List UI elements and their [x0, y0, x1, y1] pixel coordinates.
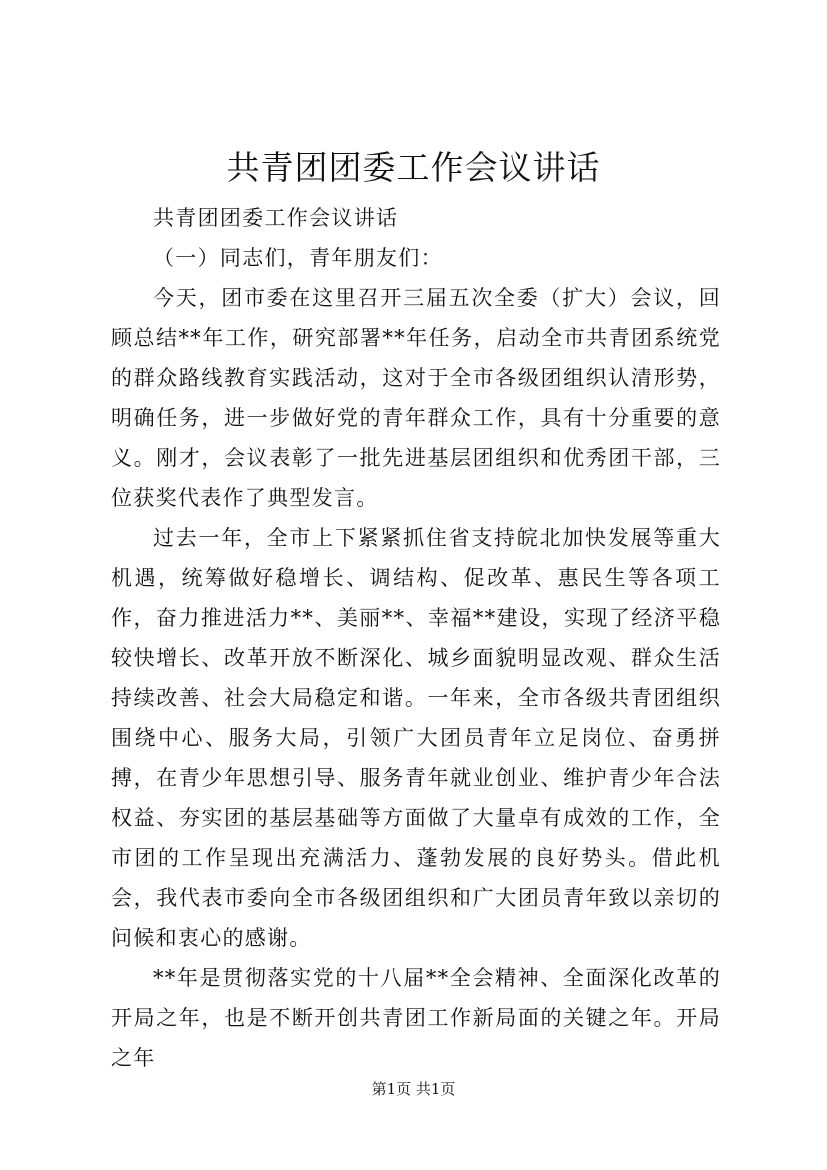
- document-title: 共青团团委工作会议讲话: [226, 148, 601, 187]
- page-number-footer: 第1页 共1页: [371, 1080, 456, 1098]
- paragraph-review: 过去一年，全市上下紧紧抓住省支持皖北加快发展等重大机遇，统筹做好稳增长、调结构、促改革、惠民生等各项工作，奋力推进活力**、美丽**、幸福**建设，实现了经济平稳较快增长、改革开放不断深化、城乡面貌明显改观、群众生活持续改善、社会大局稳定和谐。一年来，全市各级共青团组织围绕中心、服务大局，引领广大团员青年立足岗位、奋勇拼搏，在青少年思想引导、服务青年就业创业、维护青少年合法权益、夯实团的基层基础等方面做了大量卓有成效的工作，全市团的工作呈现出充满活力、蓬勃发展的良好势头。借此机会，我代表市委向全市各级团组织和广大团员青年致以亲切的问候和衷心的感谢。: [111, 526, 721, 950]
- paragraph-outlook: **年是贯彻落实党的十八届**全会精神、全面深化改革的开局之年，也是不断开创共青团工作新局面的关键之年。开局之年: [111, 966, 721, 1070]
- paragraph-salutation: （一）同志们，青年朋友们：: [153, 246, 443, 270]
- paragraph-subtitle: 共青团团委工作会议讲话: [153, 206, 399, 230]
- paragraph-intro: 今天，团市委在这里召开三届五次全委（扩大）会议，回顾总结**年工作，研究部署**年任务，启动全市共青团系统党的群众路线教育实践活动，这对于全市各级团组织认清形势，明确任务，进一步做好党的青年群众工作，具有十分重要的意义。刚才，会议表彰了一批先进基层团组织和优秀团干部，三位获奖代表作了典型发言。: [111, 286, 721, 510]
- document-body: [111, 198, 721, 1078]
